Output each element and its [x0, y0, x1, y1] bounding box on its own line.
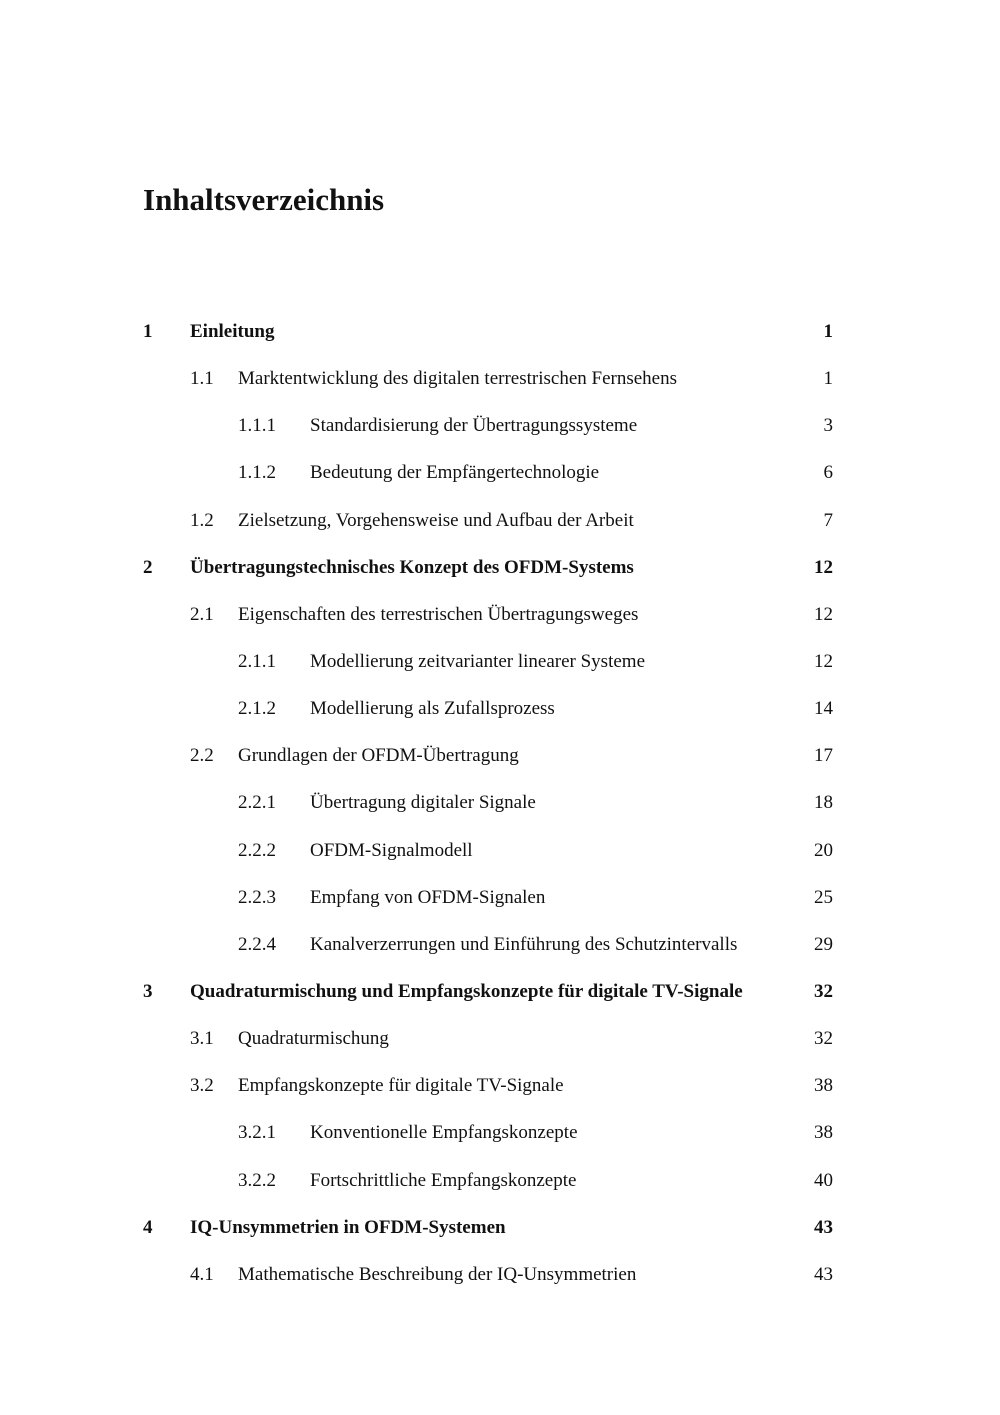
toc-entry-number: 1.2	[190, 509, 214, 531]
toc-subsection-entry[interactable]	[0, 1157, 1000, 1204]
toc-entry-page: 40	[814, 1169, 833, 1191]
toc-subsection-entry[interactable]	[0, 921, 1000, 968]
toc-entry-page: 32	[814, 1028, 833, 1050]
toc-entry-title: Zielsetzung, Vorgehensweise und Aufbau der Arbeit	[238, 509, 634, 531]
toc-chapter-entry[interactable]	[0, 544, 1000, 591]
toc-entry-number: 3.2.2	[238, 1169, 276, 1191]
toc-entry-title: Empfangskonzepte für digitale TV-Signale	[238, 1075, 564, 1097]
toc-entry-title: Kanalverzerrungen und Einführung des Schutzintervalls	[310, 933, 738, 955]
toc-section-entry[interactable]	[0, 591, 1000, 638]
toc-entry-title: Einleitung	[190, 321, 275, 342]
toc-entry-page: 6	[823, 462, 833, 484]
toc-entry-number: 3.2	[190, 1075, 214, 1097]
toc-entry-title: OFDM-Signalmodell	[310, 839, 473, 861]
toc-entry-page: 1	[823, 321, 833, 342]
toc-section-entry[interactable]	[0, 1251, 1000, 1298]
toc-subsection-entry[interactable]	[0, 638, 1000, 685]
toc-subsection-entry[interactable]	[0, 449, 1000, 496]
toc-entry-page: 1	[823, 368, 833, 390]
toc-entry-title: Quadraturmischung	[238, 1028, 389, 1050]
toc-entry-number: 1.1	[190, 368, 214, 390]
toc-entry-number: 1.1.2	[238, 462, 276, 484]
toc-entry-number: 4	[143, 1216, 153, 1238]
toc-entry-page: 7	[823, 509, 833, 531]
toc-entry-page: 43	[814, 1216, 833, 1238]
toc-entry-page: 25	[814, 886, 833, 908]
toc-entry-title: IQ-Unsymmetrien in OFDM-Systemen	[190, 1216, 506, 1238]
toc-entry-number: 3.1	[190, 1028, 214, 1050]
table-of-contents	[0, 308, 1000, 1298]
toc-entry-title: Mathematische Beschreibung der IQ-Unsymmetrien	[238, 1263, 637, 1285]
toc-entry-title: Übertragung digitaler Signale	[310, 792, 536, 814]
toc-entry-title: Modellierung zeitvarianter linearer Systeme	[310, 650, 646, 672]
toc-entry-number: 2.1.2	[238, 698, 276, 720]
toc-entry-number: 2	[143, 556, 153, 578]
toc-entry-number: 2.2.2	[238, 839, 276, 861]
toc-entry-title: Modellierung als Zufallsprozess	[310, 698, 555, 720]
toc-entry-title: Konventionelle Empfangskonzepte	[310, 1122, 578, 1144]
toc-entry-title: Grundlagen der OFDM-Übertragung	[238, 745, 519, 767]
toc-entry-number: 1.1.1	[238, 415, 276, 437]
toc-entry-page: 14	[814, 698, 833, 720]
toc-chapter-entry[interactable]	[0, 968, 1000, 1015]
toc-subsection-entry[interactable]	[0, 685, 1000, 732]
toc-entry-page: 12	[814, 603, 833, 625]
toc-entry-number: 2.2.4	[238, 933, 276, 955]
toc-entry-number: 2.2.1	[238, 792, 276, 814]
toc-entry-title: Fortschrittliche Empfangskonzepte	[310, 1169, 577, 1191]
toc-entry-title: Marktentwicklung des digitalen terrestrischen Fernsehens	[238, 368, 677, 390]
toc-subsection-entry[interactable]	[0, 402, 1000, 449]
toc-entry-number: 1	[143, 321, 153, 342]
toc-entry-page: 29	[814, 933, 833, 955]
toc-subsection-entry[interactable]	[0, 779, 1000, 826]
toc-entry-title: Quadraturmischung und Empfangskonzepte für digitale TV-Signale	[190, 980, 743, 1002]
toc-entry-page: 32	[814, 980, 833, 1002]
toc-section-entry[interactable]	[0, 1062, 1000, 1109]
toc-entry-number: 2.2	[190, 745, 214, 767]
toc-entry-number: 2.1	[190, 603, 214, 625]
toc-entry-number: 4.1	[190, 1263, 214, 1285]
toc-chapter-entry[interactable]	[0, 308, 1000, 355]
toc-entry-title: Übertragungstechnisches Konzept des OFDM-Systems	[190, 556, 634, 578]
page-title: Inhaltsverzeichnis	[143, 182, 385, 217]
toc-subsection-entry[interactable]	[0, 874, 1000, 921]
toc-entry-title: Empfang von OFDM-Signalen	[310, 886, 546, 908]
toc-entry-page: 38	[814, 1075, 833, 1097]
toc-entry-number: 3.2.1	[238, 1122, 276, 1144]
toc-entry-number: 2.1.1	[238, 650, 276, 672]
toc-entry-page: 17	[814, 745, 833, 767]
toc-section-entry[interactable]	[0, 355, 1000, 402]
toc-chapter-entry[interactable]	[0, 1204, 1000, 1251]
toc-subsection-entry[interactable]	[0, 827, 1000, 874]
toc-subsection-entry[interactable]	[0, 1109, 1000, 1156]
toc-section-entry[interactable]	[0, 732, 1000, 779]
toc-entry-number: 3	[143, 980, 153, 1002]
toc-entry-page: 12	[814, 650, 833, 672]
toc-entry-page: 18	[814, 792, 833, 814]
toc-entry-number: 2.2.3	[238, 886, 276, 908]
toc-entry-page: 12	[814, 556, 833, 578]
toc-entry-title: Bedeutung der Empfängertechnologie	[310, 462, 600, 484]
toc-entry-title: Eigenschaften des terrestrischen Übertragungsweges	[238, 603, 639, 625]
toc-entry-page: 3	[823, 415, 833, 437]
toc-entry-page: 20	[814, 839, 833, 861]
toc-entry-page: 38	[814, 1122, 833, 1144]
toc-section-entry[interactable]	[0, 497, 1000, 544]
toc-section-entry[interactable]	[0, 1015, 1000, 1062]
toc-entry-title: Standardisierung der Übertragungssysteme	[310, 415, 638, 437]
toc-entry-page: 43	[814, 1263, 833, 1285]
